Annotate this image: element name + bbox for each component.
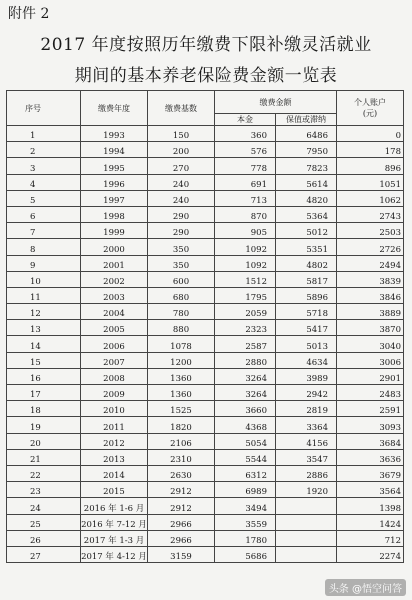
row-principal: 3264: [215, 368, 276, 384]
row-base: 2106: [148, 433, 215, 449]
row-principal: 778: [215, 158, 276, 174]
row-seq: 10: [7, 271, 81, 287]
header-base: 缴费基数: [148, 91, 215, 126]
row-interest: 5364: [276, 206, 337, 222]
row-account: 1424: [337, 514, 404, 530]
row-seq: 8: [7, 239, 81, 255]
row-principal: 1092: [215, 239, 276, 255]
row-principal: 360: [215, 126, 276, 142]
table-row: [7, 498, 404, 514]
row-principal: 905: [215, 223, 276, 239]
row-account: 1062: [337, 190, 404, 206]
row-year: 1997: [81, 190, 148, 206]
row-interest: 4156: [276, 433, 337, 449]
row-seq: 25: [7, 514, 81, 530]
row-year: 1999: [81, 223, 148, 239]
table-row: [7, 190, 404, 206]
row-seq: 9: [7, 255, 81, 271]
row-account: 3684: [337, 433, 404, 449]
row-principal: 576: [215, 142, 276, 158]
row-base: 1360: [148, 368, 215, 384]
row-base: 200: [148, 142, 215, 158]
row-account: 3870: [337, 320, 404, 336]
row-interest: 5896: [276, 287, 337, 303]
row-interest: 7950: [276, 142, 337, 158]
table-row: [7, 320, 404, 336]
row-year: 2009: [81, 385, 148, 401]
row-principal: 713: [215, 190, 276, 206]
table-row: [7, 223, 404, 239]
row-account: 3093: [337, 417, 404, 433]
row-base: 2912: [148, 482, 215, 498]
table-row: [7, 449, 404, 465]
table-row: [7, 465, 404, 481]
table-row: [7, 336, 404, 352]
row-year: 2015: [81, 482, 148, 498]
row-account: 3006: [337, 352, 404, 368]
row-seq: 27: [7, 546, 81, 562]
row-base: 240: [148, 174, 215, 190]
row-year: 2017 年 1-3 月: [81, 530, 148, 546]
row-base: 680: [148, 287, 215, 303]
row-principal: 5686: [215, 546, 276, 562]
row-principal: 1092: [215, 255, 276, 271]
row-seq: 1: [7, 126, 81, 142]
row-seq: 18: [7, 401, 81, 417]
row-seq: 5: [7, 190, 81, 206]
table-row: [7, 385, 404, 401]
row-principal: 3264: [215, 385, 276, 401]
row-account: 2901: [337, 368, 404, 384]
table-row: [7, 417, 404, 433]
row-year: 1995: [81, 158, 148, 174]
row-year: 2003: [81, 287, 148, 303]
row-account: 3846: [337, 287, 404, 303]
table-row: [7, 304, 404, 320]
row-interest: 3364: [276, 417, 337, 433]
row-year: 1996: [81, 174, 148, 190]
page-subtitle: 期间的基本养老保险费金额一览表: [74, 66, 338, 86]
row-account: 2274: [337, 546, 404, 562]
header-amount: 缴费金额: [215, 91, 337, 114]
row-seq: 23: [7, 482, 81, 498]
row-account: 2503: [337, 223, 404, 239]
row-year: 2012: [81, 433, 148, 449]
row-base: 270: [148, 158, 215, 174]
row-base: 1078: [148, 336, 215, 352]
row-principal: 2880: [215, 352, 276, 368]
row-year: 2016 年 7-12 月: [81, 514, 148, 530]
row-interest: 5012: [276, 223, 337, 239]
row-year: 2008: [81, 368, 148, 384]
table-row: [7, 530, 404, 546]
watermark-label: 头条 @悟空问答: [325, 579, 406, 596]
row-account: 2483: [337, 385, 404, 401]
row-seq: 19: [7, 417, 81, 433]
row-year: 2005: [81, 320, 148, 336]
row-base: 2966: [148, 530, 215, 546]
row-seq: 20: [7, 433, 81, 449]
row-principal: 870: [215, 206, 276, 222]
row-principal: 1780: [215, 530, 276, 546]
table-row: [7, 514, 404, 530]
row-seq: 12: [7, 304, 81, 320]
row-year: 1998: [81, 206, 148, 222]
row-seq: 4: [7, 174, 81, 190]
row-principal: 2059: [215, 304, 276, 320]
row-year: 2001: [81, 255, 148, 271]
table-row: [7, 206, 404, 222]
row-seq: 15: [7, 352, 81, 368]
row-principal: 5054: [215, 433, 276, 449]
row-interest: [276, 514, 337, 530]
header-account-line1: 个人账户: [354, 98, 386, 107]
row-principal: 2587: [215, 336, 276, 352]
row-interest: 5417: [276, 320, 337, 336]
row-account: 178: [337, 142, 404, 158]
header-year: 缴费年度: [81, 91, 148, 126]
row-base: 1200: [148, 352, 215, 368]
row-seq: 17: [7, 385, 81, 401]
contribution-table: [6, 90, 404, 563]
table-row: [7, 546, 404, 562]
row-account: 2726: [337, 239, 404, 255]
row-seq: 26: [7, 530, 81, 546]
table-row: [7, 126, 404, 142]
row-base: 2912: [148, 498, 215, 514]
row-interest: 5817: [276, 271, 337, 287]
row-seq: 13: [7, 320, 81, 336]
row-principal: 6312: [215, 465, 276, 481]
row-base: 350: [148, 255, 215, 271]
row-seq: 2: [7, 142, 81, 158]
row-base: 1820: [148, 417, 215, 433]
row-account: 3040: [337, 336, 404, 352]
row-year: 2006: [81, 336, 148, 352]
header-account: [337, 91, 404, 126]
attachment-label: 附件 2: [8, 6, 50, 22]
row-principal: 6989: [215, 482, 276, 498]
row-account: 712: [337, 530, 404, 546]
row-account: 3679: [337, 465, 404, 481]
row-principal: 1512: [215, 271, 276, 287]
row-principal: 1795: [215, 287, 276, 303]
row-principal: 3660: [215, 401, 276, 417]
row-seq: 11: [7, 287, 81, 303]
row-base: 240: [148, 190, 215, 206]
table-row: [7, 255, 404, 271]
row-interest: 5351: [276, 239, 337, 255]
row-year: 2017 年 4-12 月: [81, 546, 148, 562]
row-year: 2002: [81, 271, 148, 287]
table-row: [7, 239, 404, 255]
row-account: 1398: [337, 498, 404, 514]
row-seq: 24: [7, 498, 81, 514]
row-interest: 2819: [276, 401, 337, 417]
row-interest: 4802: [276, 255, 337, 271]
row-seq: 6: [7, 206, 81, 222]
header-account-line2: (元): [362, 109, 378, 118]
table-row: [7, 401, 404, 417]
row-year: 2013: [81, 449, 148, 465]
table-row: [7, 158, 404, 174]
row-seq: 16: [7, 368, 81, 384]
row-seq: 7: [7, 223, 81, 239]
row-base: 2966: [148, 514, 215, 530]
row-year: 1993: [81, 126, 148, 142]
row-interest: [276, 530, 337, 546]
row-base: 2310: [148, 449, 215, 465]
row-interest: [276, 546, 337, 562]
row-seq: 3: [7, 158, 81, 174]
row-year: 2016 年 1-6 月: [81, 498, 148, 514]
header-seq: 序号: [7, 91, 81, 126]
row-base: 880: [148, 320, 215, 336]
row-year: 2014: [81, 465, 148, 481]
row-base: 350: [148, 239, 215, 255]
row-interest: 5013: [276, 336, 337, 352]
row-account: 2591: [337, 401, 404, 417]
row-principal: 5544: [215, 449, 276, 465]
row-account: 0: [337, 126, 404, 142]
row-base: 290: [148, 223, 215, 239]
table-row: [7, 287, 404, 303]
row-interest: 5614: [276, 174, 337, 190]
table-row: [7, 271, 404, 287]
row-account: 3636: [337, 449, 404, 465]
header-interest: 保值或滞纳: [276, 114, 337, 126]
row-interest: 4634: [276, 352, 337, 368]
row-base: 2630: [148, 465, 215, 481]
row-seq: 14: [7, 336, 81, 352]
row-interest: 1920: [276, 482, 337, 498]
row-base: 3159: [148, 546, 215, 562]
row-account: 896: [337, 158, 404, 174]
row-base: 780: [148, 304, 215, 320]
row-base: 150: [148, 126, 215, 142]
table-row: [7, 482, 404, 498]
row-base: 600: [148, 271, 215, 287]
page-title: 2017 年度按照历年缴费下限补缴灵活就业: [40, 35, 372, 55]
row-account: 3839: [337, 271, 404, 287]
row-base: 1360: [148, 385, 215, 401]
row-interest: 5718: [276, 304, 337, 320]
row-seq: 22: [7, 465, 81, 481]
row-account: 3564: [337, 482, 404, 498]
table-row: [7, 433, 404, 449]
row-principal: 691: [215, 174, 276, 190]
row-interest: 3989: [276, 368, 337, 384]
table-row: [7, 174, 404, 190]
row-interest: 4820: [276, 190, 337, 206]
row-year: 1994: [81, 142, 148, 158]
row-interest: [276, 498, 337, 514]
row-account: 1051: [337, 174, 404, 190]
row-year: 2010: [81, 401, 148, 417]
row-account: 2743: [337, 206, 404, 222]
row-year: 2000: [81, 239, 148, 255]
row-year: 2004: [81, 304, 148, 320]
row-year: 2007: [81, 352, 148, 368]
row-interest: 2942: [276, 385, 337, 401]
row-base: 1525: [148, 401, 215, 417]
row-interest: 6486: [276, 126, 337, 142]
table-row: [7, 368, 404, 384]
row-principal: 4368: [215, 417, 276, 433]
row-principal: 3494: [215, 498, 276, 514]
row-interest: 7823: [276, 158, 337, 174]
row-year: 2011: [81, 417, 148, 433]
row-interest: 2886: [276, 465, 337, 481]
table-row: [7, 142, 404, 158]
header-principal: 本金: [215, 114, 276, 126]
row-base: 290: [148, 206, 215, 222]
table-row: [7, 352, 404, 368]
row-account: 2494: [337, 255, 404, 271]
row-principal: 3559: [215, 514, 276, 530]
row-principal: 2323: [215, 320, 276, 336]
row-seq: 21: [7, 449, 81, 465]
row-account: 3889: [337, 304, 404, 320]
row-interest: 3547: [276, 449, 337, 465]
